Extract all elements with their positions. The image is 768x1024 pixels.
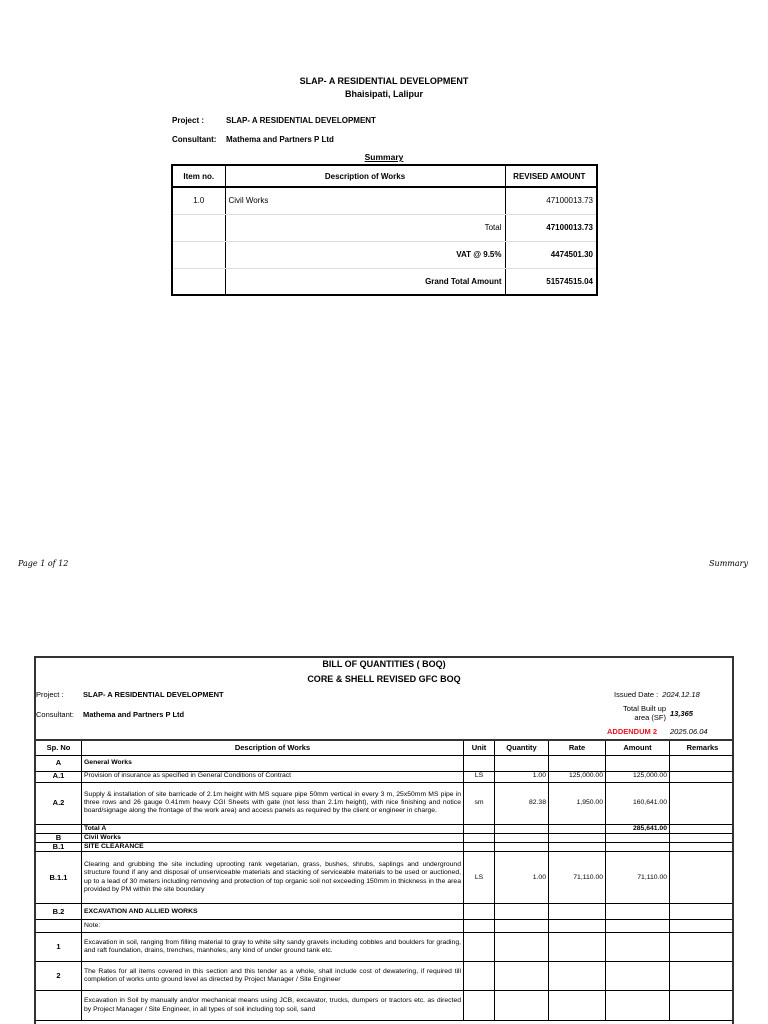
boq-project-label: Project :	[36, 690, 64, 699]
boq-body	[36, 755, 735, 1021]
header-description: Description of Works	[225, 165, 505, 187]
boq-consultant-value: Mathema and Partners P Ltd	[83, 710, 185, 719]
boq-row	[36, 991, 735, 1021]
boq-remarks	[670, 824, 735, 833]
boq-amount	[606, 991, 670, 1021]
boq-quantity	[495, 824, 549, 833]
built-area-label-1: Total Built up	[623, 704, 666, 713]
boq-description: Note:	[82, 920, 464, 933]
boq-rate	[549, 933, 606, 962]
row-description: Civil Works	[225, 187, 505, 214]
summary-row	[172, 268, 597, 295]
boq-remarks	[670, 991, 735, 1021]
boq-description: General Works	[82, 755, 464, 771]
boq-rate	[549, 833, 606, 842]
page1-consultant-line	[172, 135, 334, 144]
boq-amount	[606, 933, 670, 962]
summary-table	[171, 164, 598, 296]
row-item	[172, 268, 225, 295]
header-amount: Amount	[606, 740, 670, 755]
boq-sp-no: 1	[36, 933, 82, 962]
summary-row	[172, 187, 597, 214]
boq-sp-no	[36, 991, 82, 1021]
boq-unit	[464, 991, 495, 1021]
boq-amount	[606, 904, 670, 920]
boq-remarks	[670, 842, 735, 851]
addendum-label: ADDENDUM 2	[607, 727, 658, 736]
summary-header-row	[172, 165, 597, 187]
boq-row	[36, 771, 735, 782]
boq-remarks	[670, 755, 735, 771]
boq-sp-no	[36, 920, 82, 933]
header-remarks: Remarks	[670, 740, 735, 755]
boq-unit: LS	[464, 771, 495, 782]
boq-row	[36, 833, 735, 842]
boq-row	[36, 962, 735, 991]
boq-header-row	[36, 740, 735, 755]
boq-rate	[549, 842, 606, 851]
boq-rate: 125,000.00	[549, 771, 606, 782]
boq-unit: LS	[464, 852, 495, 904]
page1-project-line	[172, 116, 376, 125]
header-rate: Rate	[549, 740, 606, 755]
boq-amount: 125,000.00	[606, 771, 670, 782]
header-item-no: Item no.	[172, 165, 225, 187]
boq-quantity	[495, 842, 549, 851]
boq-rate	[549, 755, 606, 771]
boq-sp-no: 2	[36, 962, 82, 991]
boq-description: Excavation in Soil by manually and/or mechanical means using JCB, excavator, trucks, dumpers or tractors etc. as directed by Project Manager / Site Engineer, in all types of soil including top soil, sand	[82, 991, 464, 1021]
row-amount: 51574515.04	[505, 268, 597, 295]
boq-quantity	[495, 962, 549, 991]
boq-row	[36, 852, 735, 904]
boq-amount	[606, 842, 670, 851]
boq-amount	[606, 962, 670, 991]
boq-project-line	[36, 690, 224, 699]
boq-rate	[549, 920, 606, 933]
header-description: Description of Works	[82, 740, 464, 755]
sheet-name: Summary	[709, 559, 748, 568]
boq-sp-no: B	[36, 833, 82, 842]
boq-amount	[606, 755, 670, 771]
boq-amount: 285,641.00	[606, 824, 670, 833]
boq-description: Total A	[82, 824, 464, 833]
boq-quantity: 82.38	[495, 782, 549, 824]
built-area-label-2: area (SF)	[634, 713, 666, 722]
boq-row	[36, 824, 735, 833]
boq-amount	[606, 920, 670, 933]
boq-description: Excavation in soil, ranging from filling material to gray to white silty sandy gravels including cobbles and boulders for grading, and raft foundation, drains, trenches, manholes, any kind of under ground tank etc.	[82, 933, 464, 962]
row-item	[172, 241, 225, 268]
boq-quantity	[495, 920, 549, 933]
boq-quantity	[495, 933, 549, 962]
page1-title: SLAP- A RESIDENTIAL DEVELOPMENT	[299, 76, 469, 86]
project-label: Project :	[172, 116, 205, 125]
boq-sp-no: B.2	[36, 904, 82, 920]
header-quantity: Quantity	[495, 740, 549, 755]
boq-row	[36, 842, 735, 851]
summary-row	[172, 214, 597, 241]
boq-rate	[549, 991, 606, 1021]
boq-remarks	[670, 904, 735, 920]
row-description: Grand Total Amount	[225, 268, 505, 295]
boq-sp-no	[36, 824, 82, 833]
boq-description: SITE CLEARANCE	[82, 842, 464, 851]
consultant-value: Mathema and Partners P Ltd	[226, 135, 334, 144]
boq-title: BILL OF QUANTITIES ( BOQ)	[322, 659, 446, 669]
boq-quantity	[495, 833, 549, 842]
page1-location: Bhaisipati, Lalipur	[344, 89, 423, 99]
boq-rate	[549, 904, 606, 920]
boq-description: EXCAVATION AND ALLIED WORKS	[82, 904, 464, 920]
boq-quantity	[495, 755, 549, 771]
boq-rate	[549, 962, 606, 991]
header-amount: REVISED AMOUNT	[505, 165, 597, 187]
boq-row	[36, 904, 735, 920]
boq-description: The Rates for all items covered in this section and this tender as a whole, shall include cost of dewatering, if required till completion of works unto ground level as directed by Project Manager / Site Engineer	[82, 962, 464, 991]
boq-sheet	[34, 656, 734, 1024]
boq-subtitle: CORE & SHELL REVISED GFC BOQ	[307, 674, 461, 684]
boq-unit	[464, 842, 495, 851]
boq-amount: 71,110.00	[606, 852, 670, 904]
boq-unit: sm	[464, 782, 495, 824]
boq-project-value: SLAP- A RESIDENTIAL DEVELOPMENT	[83, 690, 224, 699]
boq-rate: 71,110.00	[549, 852, 606, 904]
boq-consultant-label: Consultant:	[36, 710, 74, 719]
boq-unit	[464, 920, 495, 933]
built-area-value: 13,365	[670, 709, 693, 718]
boq-remarks	[670, 852, 735, 904]
boq-remarks	[670, 771, 735, 782]
boq-row	[36, 782, 735, 824]
addendum-date: 2025.06.04	[670, 727, 708, 736]
header-sp-no: Sp. No	[36, 740, 82, 755]
boq-row	[36, 920, 735, 933]
boq-remarks	[670, 920, 735, 933]
boq-unit	[464, 833, 495, 842]
boq-quantity: 1.00	[495, 852, 549, 904]
page-number: Page 1 of 12	[18, 559, 69, 568]
row-amount: 47100013.73	[505, 214, 597, 241]
summary-heading: Summary	[364, 152, 404, 162]
boq-description: Clearing and grubbing the site including uprooting rank vegetarian, grass, bushes, shrubs, saplings and underground structure found if any and disposal of unserviceable materials and stacking of serviceable materials to be used or auctioned, up to a lead of 30 meters including removing and protection of top organic soil not exceeding 150mm in thickness in the area provided by PM within the site boundary	[82, 852, 464, 904]
boq-unit	[464, 824, 495, 833]
boq-row	[36, 933, 735, 962]
boq-sp-no: A	[36, 755, 82, 771]
boq-consultant-line	[36, 710, 184, 719]
issued-date	[614, 690, 700, 699]
boq-quantity: 1.00	[495, 771, 549, 782]
boq-description: Supply & installation of site barricade of 2.1m height with MS square pipe 50mm vertical in every 3 m, 25x50mm MS pipe in three rows and 26 gauge 0.41mm heavy CGI Sheets with gate (not less than 2.1m height), with nice finishing and notice board/signage along the frontage of the work area) and access panels as required by the client or engineer in charge.	[82, 782, 464, 824]
boq-remarks	[670, 833, 735, 842]
boq-row	[36, 755, 735, 771]
boq-amount: 160,641.00	[606, 782, 670, 824]
boq-description: Civil Works	[82, 833, 464, 842]
boq-unit	[464, 755, 495, 771]
row-item: 1.0	[172, 187, 225, 214]
boq-unit	[464, 962, 495, 991]
summary-row	[172, 241, 597, 268]
boq-description: Provision of insurance as specified in General Conditions of Contract	[82, 771, 464, 782]
row-amount: 47100013.73	[505, 187, 597, 214]
row-item	[172, 214, 225, 241]
boq-sp-no: B.1	[36, 842, 82, 851]
boq-amount	[606, 833, 670, 842]
boq-table	[35, 739, 734, 1021]
issued-label: Issued Date :	[614, 690, 659, 699]
boq-rate: 1,950.00	[549, 782, 606, 824]
boq-sp-no: B.1.1	[36, 852, 82, 904]
boq-remarks	[670, 962, 735, 991]
boq-sp-no: A.2	[36, 782, 82, 824]
header-unit: Unit	[464, 740, 495, 755]
row-amount: 4474501.30	[505, 241, 597, 268]
boq-unit	[464, 904, 495, 920]
project-value: SLAP- A RESIDENTIAL DEVELOPMENT	[226, 116, 376, 125]
boq-quantity	[495, 991, 549, 1021]
row-description: VAT @ 9.5%	[225, 241, 505, 268]
boq-rate	[549, 824, 606, 833]
boq-remarks	[670, 782, 735, 824]
built-area-label	[616, 704, 666, 722]
summary-heading-wrap	[0, 152, 768, 162]
boq-unit	[464, 933, 495, 962]
boq-quantity	[495, 904, 549, 920]
issued-value: 2024.12.18	[662, 690, 700, 699]
boq-sp-no: A.1	[36, 771, 82, 782]
boq-remarks	[670, 933, 735, 962]
consultant-label: Consultant:	[172, 135, 217, 144]
row-description: Total	[225, 214, 505, 241]
